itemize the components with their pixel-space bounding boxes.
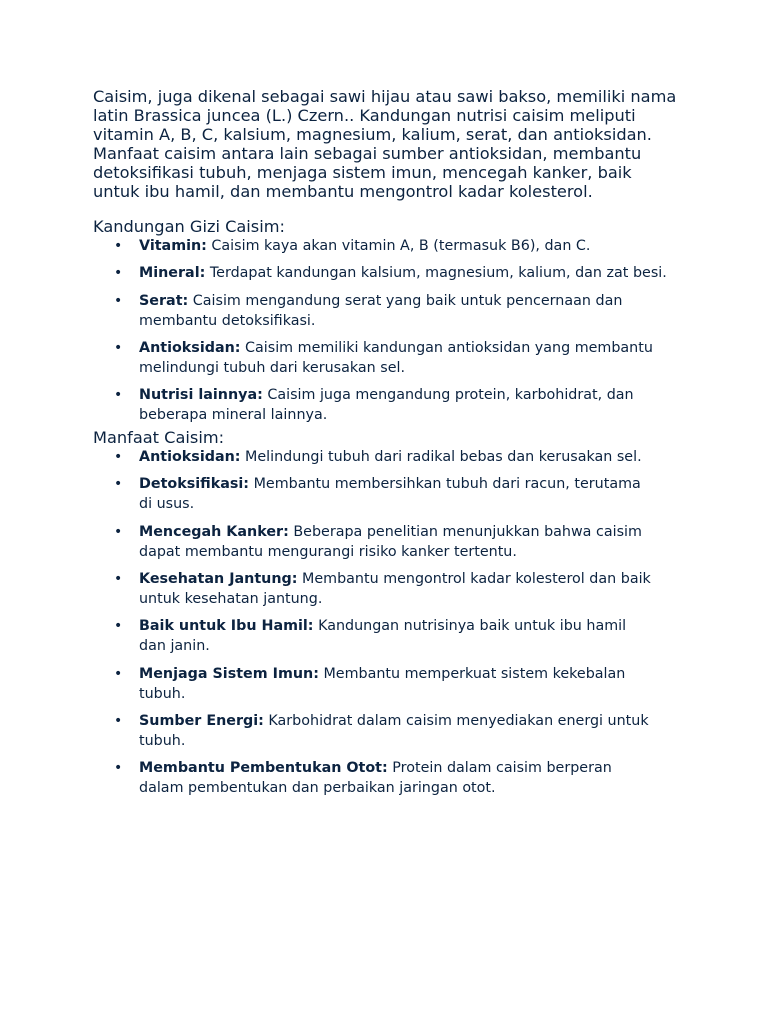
- document-page: [93, 87, 683, 798]
- list-item: [93, 569, 653, 609]
- item-text: Membantu memperkuat sistem kekebalan tubuh.: [139, 665, 626, 702]
- bullet-icon: •: [114, 387, 123, 404]
- item-text: Caisim memiliki kandungan antioksidan yang membantu melindungi tubuh dari kerusakan sel.: [139, 339, 653, 376]
- item-text: Caisim kaya akan vitamin A, B (termasuk B6), dan C.: [206, 238, 591, 254]
- list-item: [93, 291, 683, 331]
- bullet-icon: •: [114, 238, 123, 254]
- item-text: Caisim mengandung serat yang baik untuk pencernaan dan membantu detoksifikasi.: [139, 292, 623, 329]
- item-text: Beberapa penelitian menunjukkan bahwa caisim dapat membantu mengurangi risiko kanker tertentu.: [139, 523, 642, 560]
- bullet-icon: •: [114, 712, 123, 729]
- item-term: Nutrisi lainnya:: [139, 387, 263, 404]
- section-heading-manfaat: Manfaat Caisim:: [93, 428, 225, 448]
- item-text: Protein dalam caisim berperan dalam pembentukan dan perbaikan jaringan otot.: [139, 760, 612, 797]
- item-text: Melindungi tubuh dari radikal bebas dan kerusakan sel.: [240, 449, 642, 466]
- item-text: Membantu membersihkan tubuh dari racun, terutama di usus.: [139, 476, 641, 513]
- bullet-icon: •: [114, 618, 123, 635]
- item-term: Antioksidan:: [139, 339, 241, 356]
- bullet-icon: •: [114, 292, 123, 309]
- item-text: Terdapat kandungan kalsium, magnesium, kalium, dan zat besi.: [205, 265, 667, 282]
- item-text: Karbohidrat dalam caisim menyediakan energi untuk tubuh.: [139, 712, 649, 749]
- list-item: [93, 664, 653, 704]
- list-item: [93, 474, 653, 514]
- section-heading-gizi: Kandungan Gizi Caisim:: [93, 217, 285, 236]
- bullet-icon: •: [114, 523, 123, 540]
- list-item: [93, 338, 683, 378]
- item-term: Sumber Energi:: [139, 712, 264, 729]
- list-item: [93, 758, 653, 798]
- list-item: [93, 263, 683, 283]
- item-term: Detoksifikasi:: [139, 476, 250, 493]
- bullet-icon: •: [114, 665, 123, 682]
- item-text: Membantu mengontrol kadar kolesterol dan baik untuk kesehatan jantung.: [139, 571, 651, 608]
- item-term: Baik untuk Ibu Hamil:: [139, 618, 314, 635]
- list-item: [93, 522, 653, 562]
- gizi-list: [93, 236, 683, 425]
- bullet-icon: •: [114, 571, 123, 588]
- list-item: [93, 616, 653, 656]
- item-term: Mineral:: [139, 265, 206, 282]
- item-term: Kesehatan Jantung:: [139, 571, 298, 588]
- item-term: Mencegah Kanker:: [139, 523, 289, 540]
- intro-paragraph: Caisim, juga dikenal sebagai sawi hijau atau sawi bakso, memiliki nama latin Brassica juncea (L.) Czern.. Kandungan nutrisi caisim meliputi vitamin A, B, C, kalsium, magnesium, kalium, serat, dan antioksidan. Manfaat caisim antara lain sebagai sumber antioksidan, membantu detoksifikasi tubuh, menjaga sistem imun, mencegah kanker, baik untuk ibu hamil, dan membantu mengontrol kadar kolesterol.: [93, 87, 677, 201]
- item-text: Kandungan nutrisinya baik untuk ibu hamil dan janin.: [139, 618, 627, 655]
- bullet-icon: •: [114, 476, 123, 493]
- manfaat-list: [93, 447, 653, 798]
- item-term: Menjaga Sistem Imun:: [139, 665, 319, 682]
- item-term: Membantu Pembentukan Otot:: [139, 760, 388, 777]
- item-term: Antioksidan:: [139, 449, 241, 466]
- list-item: [93, 236, 683, 256]
- list-item: [93, 447, 653, 467]
- item-term: Serat:: [139, 292, 189, 309]
- list-item: [93, 711, 653, 751]
- bullet-icon: •: [114, 265, 123, 282]
- item-term: Vitamin:: [139, 238, 207, 254]
- bullet-icon: •: [114, 760, 123, 777]
- bullet-icon: •: [114, 449, 123, 466]
- bullet-icon: •: [114, 339, 123, 356]
- item-text: Caisim juga mengandung protein, karbohidrat, dan beberapa mineral lainnya.: [139, 387, 634, 424]
- list-item: [93, 385, 683, 425]
